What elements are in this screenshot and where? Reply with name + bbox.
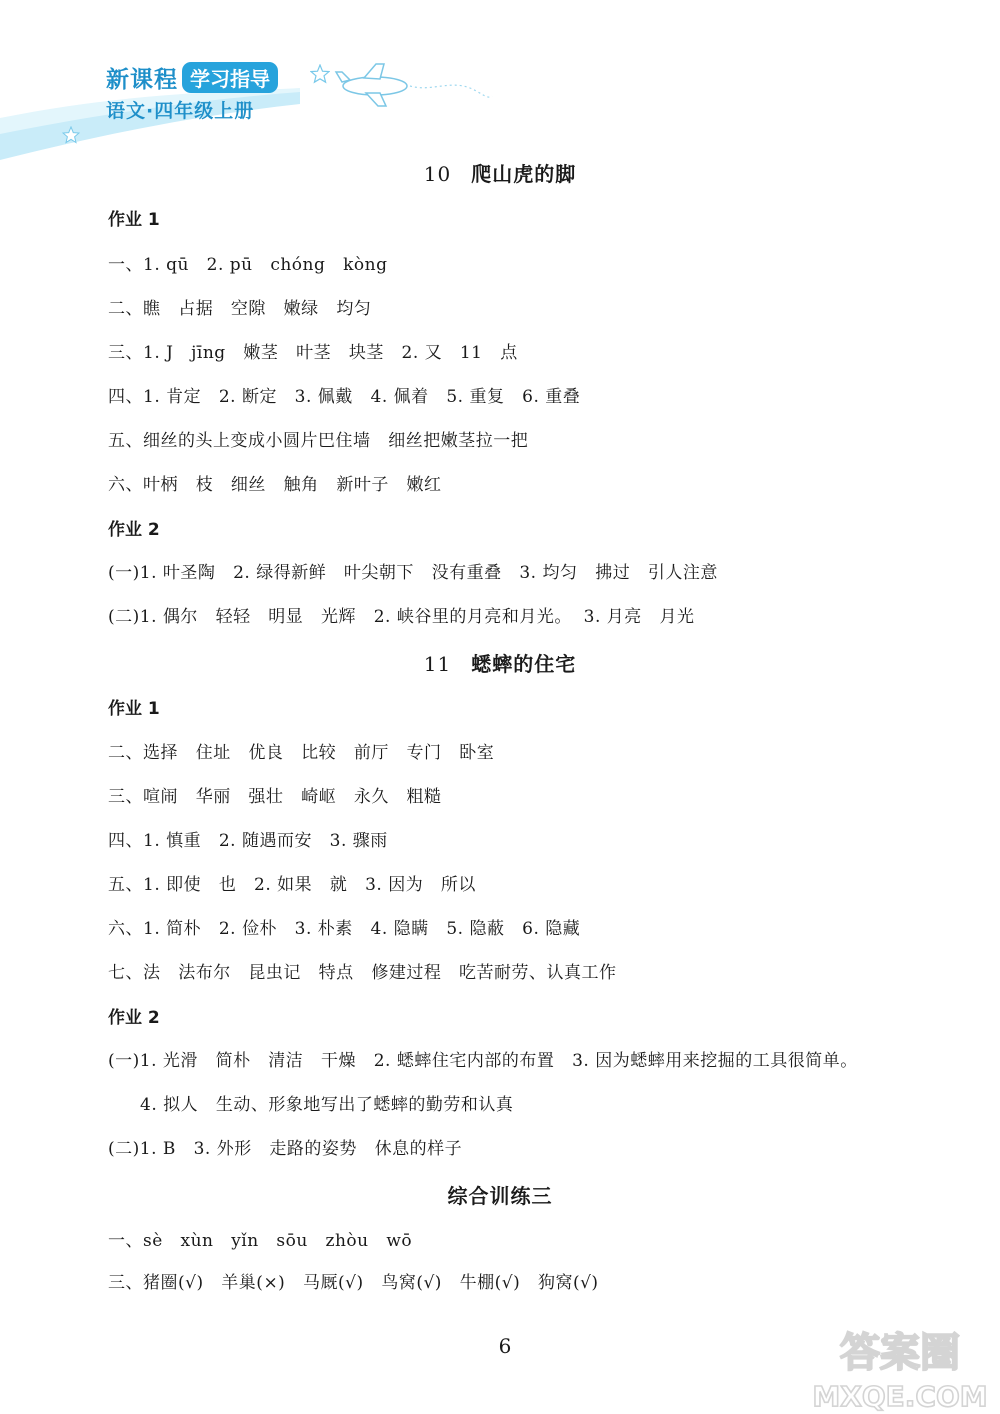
section-number: 10 (423, 162, 452, 186)
answer-line: (一)1. 光滑 简朴 清洁 干燥 2. 蟋蟀住宅内部的布置 3. 因为蟋蟀用来挖掘的工具很简单。 (108, 1051, 858, 1071)
homework-label: 作业 1 (108, 210, 160, 230)
watermark-url: MXQE.COM (812, 1380, 988, 1413)
star-icon (310, 64, 330, 84)
watermark-logo-text: 答案圈 (840, 1330, 960, 1376)
answer-line: 4. 拟人 生动、形象地写出了蟋蟀的勤劳和认真 (140, 1095, 514, 1115)
section-title (0, 648, 1000, 677)
answer-line: 六、1. 简朴 2. 俭朴 3. 朴素 4. 隐瞒 5. 隐蔽 6. 隐藏 (108, 919, 581, 939)
brand-main-text: 新课程 (106, 66, 178, 93)
brand-title (106, 60, 278, 94)
answer-line: 五、细丝的头上变成小圆片巴住墙 细丝把嫩茎拉一把 (108, 431, 529, 451)
airplane-icon (330, 62, 500, 112)
homework-label: 作业 1 (108, 699, 160, 719)
star-icon (62, 126, 80, 144)
answer-line: (一)1. 叶圣陶 2. 绿得新鲜 叶尖朝下 没有重叠 3. 均匀 拂过 引人注意 (108, 563, 718, 583)
watermark-logo (800, 1322, 1000, 1414)
brand-subtitle: 语文·四年级上册 (106, 100, 255, 122)
section-heading: 综合训练三 (447, 1184, 553, 1208)
answer-line: 二、选择 住址 优良 比较 前厅 专门 卧室 (108, 743, 495, 763)
answer-line: 五、1. 即使 也 2. 如果 就 3. 因为 所以 (108, 875, 476, 895)
answer-line: 二、瞧 占据 空隙 嫩绿 均匀 (108, 299, 372, 319)
answer-line: 三、1. J jīng 嫩茎 叶茎 块茎 2. 又 11 点 (108, 343, 518, 363)
answer-line: 七、法 法布尔 昆虫记 特点 修建过程 吃苦耐劳、认真工作 (108, 963, 617, 983)
answer-line: 六、叶柄 枝 细丝 触角 新叶子 嫩红 (108, 475, 442, 495)
section-title (0, 1180, 1000, 1209)
answer-line: 一、sè xùn yǐn sōu zhòu wō (108, 1231, 413, 1251)
answer-line: 一、1. qū 2. pū chóng kòng (108, 255, 388, 275)
section-title (0, 158, 1000, 187)
homework-label: 作业 2 (108, 1008, 160, 1028)
brand-pill-text: 学习指导 (182, 62, 278, 93)
section-heading: 蟋蟀的住宅 (471, 652, 577, 676)
answer-line: 三、喧闹 华丽 强壮 崎岖 永久 粗糙 (108, 787, 442, 807)
answer-line: 三、猪圈(√) 羊巢(×) 马厩(√) 鸟窝(√) 牛棚(√) 狗窝(√) (108, 1273, 599, 1293)
answer-line: 四、1. 肯定 2. 断定 3. 佩戴 4. 佩着 5. 重复 6. 重叠 (108, 387, 581, 407)
page-header (0, 0, 520, 160)
answer-line: (二)1. B 3. 外形 走路的姿势 休息的样子 (108, 1139, 463, 1159)
answer-line: 四、1. 慎重 2. 随遇而安 3. 骤雨 (108, 831, 388, 851)
page-number: 6 (498, 1334, 512, 1358)
answer-line: (二)1. 偶尔 轻轻 明显 光辉 2. 峡谷里的月亮和月光。 3. 月亮 月光 (108, 607, 695, 627)
homework-label: 作业 2 (108, 520, 160, 540)
section-heading: 爬山虎的脚 (471, 162, 577, 186)
section-number: 11 (423, 652, 452, 676)
